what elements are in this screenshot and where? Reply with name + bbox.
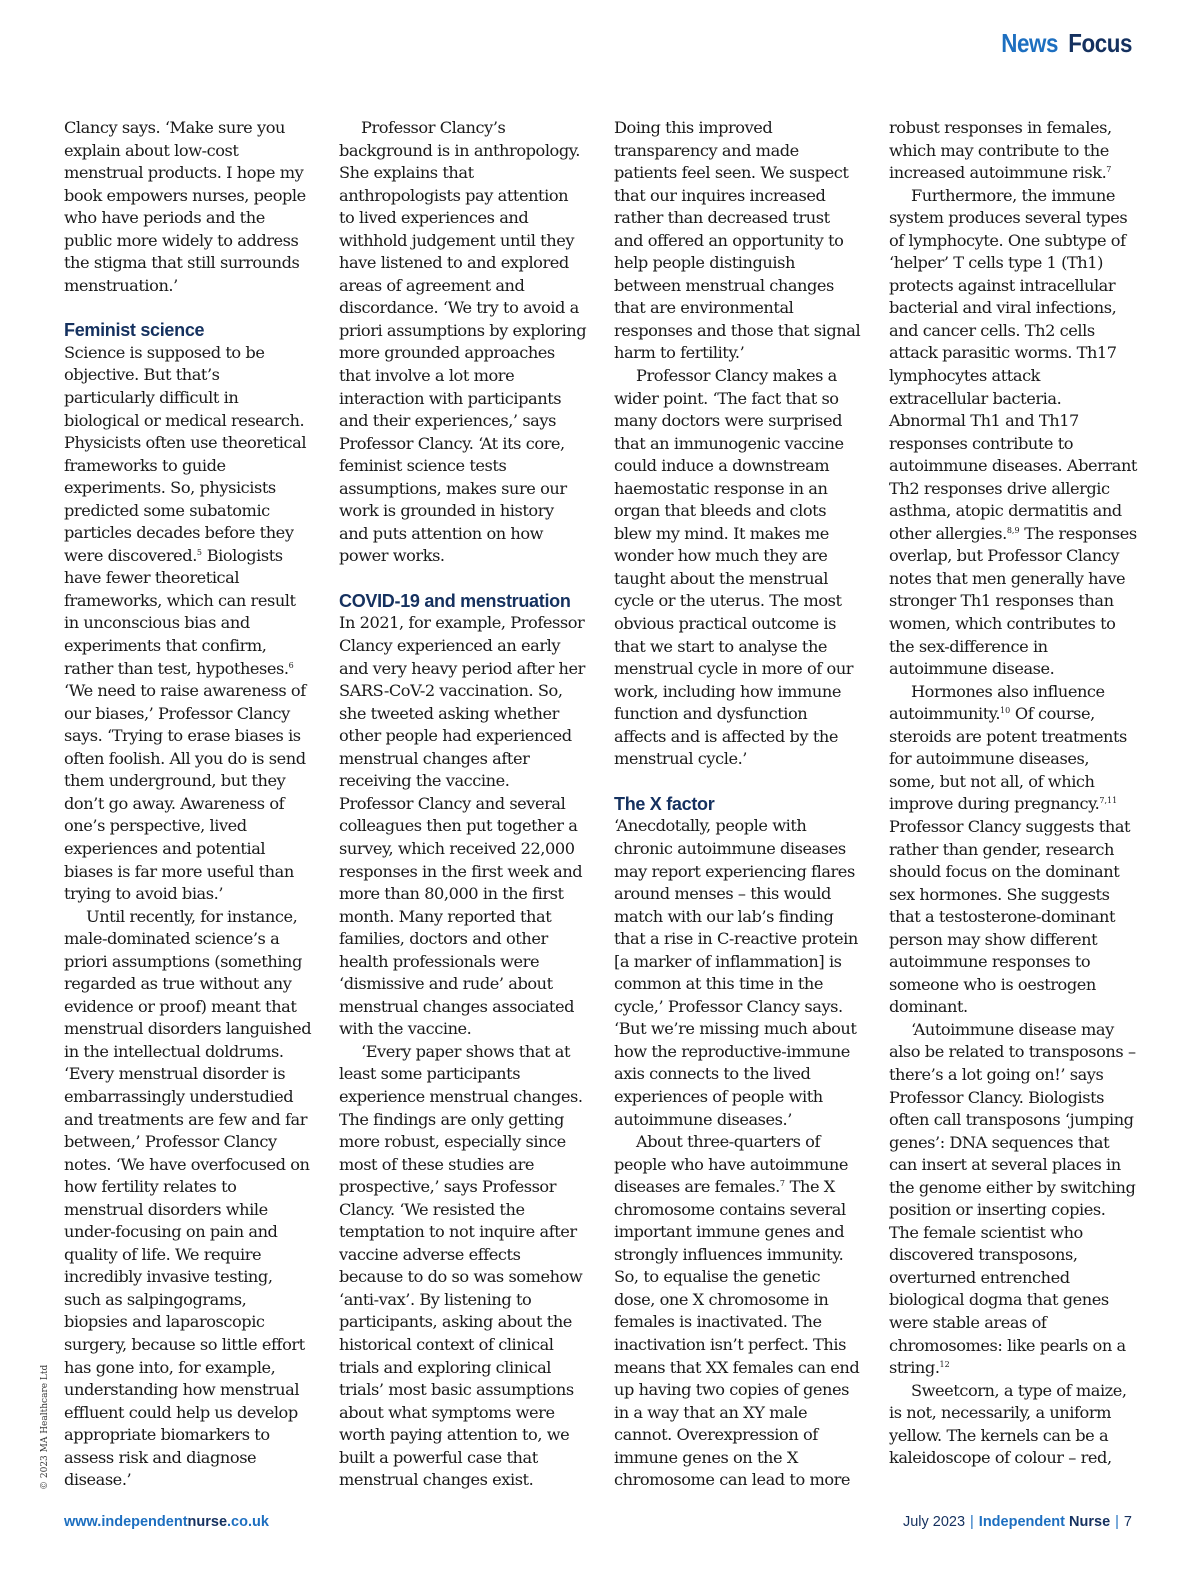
brand-name: Independent: [978, 1514, 1065, 1530]
heading-feminist-science: Feminist science: [64, 320, 205, 341]
reference-8-9[interactable]: 8,9: [1006, 525, 1020, 535]
heading-covid-menstruation: COVID-19 and menstruation: [339, 590, 571, 611]
issue-date: July 2023: [902, 1514, 966, 1530]
url-part: nurse: [187, 1514, 228, 1530]
paragraph: Professor Clancy’s background is in anthropology. She explains that anthropologists pay attention to lived experiences and withhold judgement until they have listened to and explored areas of agreement and discordance. ‘We try to avoid a priori assumptions by exploring more grounded approaches that involve a lot more interaction with participants and their experiences,’ says Professor Clancy. ‘At its core, feminist science tests assumptions, makes sure our work is grounded in history and puts attention on how power works.: [339, 118, 587, 566]
paragraph: [64, 342, 312, 906]
text-run: robust responses in females, which may contribute to the increased autoimmune risk.: [889, 118, 1112, 183]
article-column-2: [339, 117, 587, 1492]
header-news: News: [1001, 28, 1058, 58]
paragraph: ‘Anecdotally, people with chronic autoimmune diseases may report experiencing flares around menses – this would match with our lab’s finding that a rise in C-reactive protein [a marker of inflammation] is common at this time in the cycle,’ Professor Clancy says. ‘But we’re missing much about how the reproductive-immune axis connects to the lived experiences of people with autoimmune diseases.’: [614, 816, 858, 1129]
section-header: [1001, 28, 1132, 59]
reference-7-11[interactable]: 7,11: [1099, 796, 1118, 806]
paragraph: [889, 185, 1137, 681]
paragraph: Clancy says. ‘Make sure you explain about low-cost menstrual products. I hope my book empowers nurses, people who have periods and the public more widely to address the stigma that still surrounds menstruation.’: [64, 118, 306, 295]
reference-5[interactable]: 5: [196, 547, 203, 557]
text-run: Furthermore, the immune system produces several types of lymphocyte. One subtype of ‘helper’ T cells type 1 (Th1) protects against intracellular bacterial and viral infections, and cancer cells. Th2 cells attack parasitic worms. Th17 lymphocytes attack extracellular bacteria. Abnormal Th1 and Th17 responses contribute to autoimmune diseases. Aberrant Th2 responses drive allergic asthma, atopic dermatitis and other allergies.: [889, 185, 1137, 543]
text-run: Biologists have fewer theoretical frameworks, which can result in unconscious bias and experiments that confirm, rather than test, hypotheses.: [64, 545, 296, 678]
website-link[interactable]: [64, 1514, 269, 1530]
heading-x-factor: The X factor: [614, 793, 715, 814]
page-footer: [903, 1514, 1132, 1530]
paragraph: Doing this improved transparency and made patients feel seen. We suspect that our inquires increased rather than decreased trust and offered an opportunity to help people distinguish between menstrual changes that are environmental responses and those that signal harm to fertility.’: [614, 118, 861, 363]
paragraph: [889, 1019, 1137, 1380]
reference-10[interactable]: 10: [1000, 706, 1011, 716]
reference-12[interactable]: 12: [939, 1360, 950, 1370]
paragraph: In 2021, for example, Professor Clancy experienced an early and very heavy period after her SARS-CoV-2 vaccination. So, she tweeted asking whether other people had experienced menstrual changes after receiving the vaccine. Professor Clancy and several colleagues then put together a survey, which received 22,000 responses in the first week and more than 80,000 in the first month. Many reported that families, doctors and other health professionals were ‘dismissive and rude’ about menstrual changes associated with the vaccine.: [339, 613, 585, 1039]
text-run: ‘We need to raise awareness of our biases,’ Professor Clancy says. ‘Trying to erase biases is often foolish. All you do is send them underground, but they don’t go away. Awareness of one’s perspective, lived experiences and potential biases is far more useful than trying to avoid bias.’: [64, 681, 306, 904]
separator: |: [1115, 1514, 1119, 1530]
text-run: Science is supposed to be objective. But that’s particularly difficult in biological or medical research. Physicists often use theoretical frameworks to guide experiments. So, physicists predicted some subatomic particles decades before they were discovered.: [64, 342, 307, 565]
paragraph: Professor Clancy makes a wider point. ‘The fact that so many doctors were surprised that an immunogenic vaccine could induce a downstream haemostatic response in an organ that bleeds and clots blew my mind. It makes me wonder how much they are taught about the menstrual cycle or the uterus. The most obvious practical outcome is that we start to analyse the menstrual cycle in more of our work, including how immune function and dysfunction affects and is affected by the menstrual cycle.’: [614, 366, 854, 769]
article-column-4: [889, 117, 1137, 1470]
page-number: 7: [1123, 1514, 1132, 1530]
text-run: The responses overlap, but Professor Clancy notes that men generally have stronger Th1 responses than women, which contributes to the sex-difference in autoimmune disease.: [889, 523, 1137, 679]
text-run: Hormones also influence autoimmunity.: [889, 681, 1105, 724]
url-part: www.independent: [64, 1514, 188, 1530]
reference-7[interactable]: 7: [779, 1179, 785, 1189]
reference-7[interactable]: 7: [1106, 165, 1112, 175]
brand-name: Nurse: [1069, 1514, 1111, 1530]
paragraph: Sweetcorn, a type of maize, is not, necessarily, a uniform yellow. The kernels can be a kaleidoscope of colour – red,: [889, 1380, 1127, 1468]
text-run: Professor Clancy suggests that rather than gender, research should focus on the dominant sex hormones. She suggests that a testosterone-dominant person may show different autoimmune responses to someone who is oestrogen dominant.: [889, 816, 1131, 1017]
paragraph: [614, 1131, 862, 1492]
text-run: About three-quarters of people who have autoimmune diseases are females.: [614, 1132, 849, 1197]
article-column-1: [64, 117, 312, 1492]
separator: |: [970, 1514, 974, 1530]
paragraph: [889, 681, 1137, 1019]
copyright-notice: © 2023 MA Healthcare Ltd: [40, 1364, 50, 1490]
header-focus: Focus: [1068, 28, 1132, 58]
paragraph: [889, 117, 1137, 185]
paragraph: Until recently, for instance, male-dominated science’s a priori assumptions (something regarded as true without any evidence or proof) meant that menstrual disorders languished in the intellectual doldrums. ‘Every menstrual disorder is embarrassingly understudied and treatments are few and far between,’ Professor Clancy notes. ‘We have overfocused on how fertility relates to menstrual disorders while under-focusing on pain and quality of life. We require incredibly invasive testing, such as salpingograms, biopsies and laparoscopic surgery, because so little effort has gone into, for example, understanding how menstrual effluent could help us develop appropriate biomarkers to assess risk and diagnose disease.’: [64, 906, 312, 1490]
text-run: Of course, steroids are potent treatments for autoimmune diseases, some, but not all, of which improve during pregnancy.: [889, 704, 1127, 814]
paragraph: ‘Every paper shows that at least some participants experience menstrual changes. The findings are only getting more robust, especially since most of these studies are prospective,’ says Professor Clancy. ‘We resisted the temptation to not inquire after vaccine adverse effects because to do so was somehow ‘anti-vax’. By listening to participants, asking about the historical context of clinical trials and exploring clinical trials’ most basic assumptions about what symptoms were worth paying attention to, we built a powerful case that menstrual changes exist.: [339, 1041, 583, 1490]
text-run: The X chromosome contains several important immune genes and strongly influences immunity. So, to equalise the genetic dose, one X chromosome in females is inactivated. The inactivation isn’t perfect. This means that XX females can end up having two copies of genes in a way that an XY male cannot. Overexpression of immune genes on the X chromosome can lead to more: [614, 1177, 860, 1490]
text-run: ‘Autoimmune disease may also be related to transposons – there’s a lot going on!’ says Professor Clancy. Biologists often call transposons ‘jumping genes’: DNA sequences that can insert at several places in the genome either by switching position or inserting copies. The female scientist who discovered transposons, overturned entrenched biological dogma that genes were stable areas of chromosomes: like pearls on a string.: [889, 1019, 1136, 1378]
url-part: .co.uk: [227, 1514, 269, 1530]
reference-6[interactable]: 6: [288, 660, 294, 670]
article-column-3: [614, 117, 862, 1492]
